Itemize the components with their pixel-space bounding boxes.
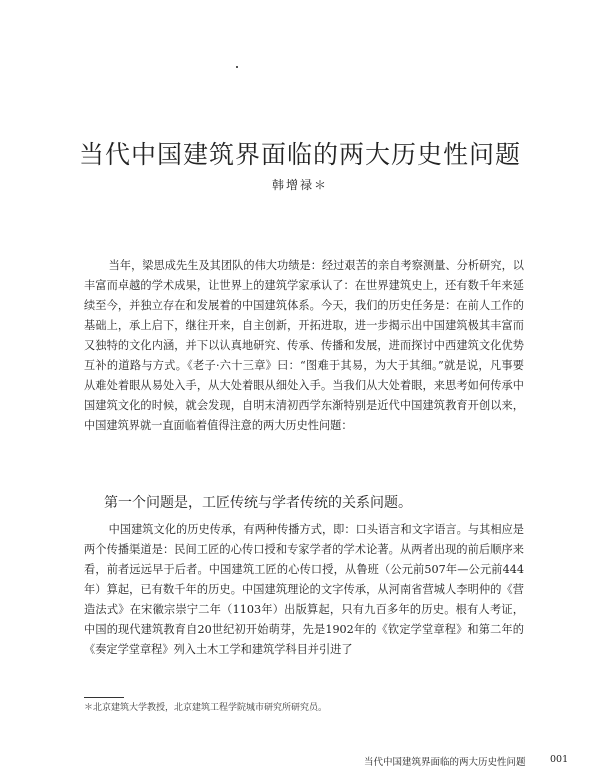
intro-paragraph-block — [84, 256, 524, 436]
page-number: 001 — [550, 754, 569, 765]
section-1-paragraph: 中国建筑文化的历史传承，有两种传播方式，即：口头语言和文字语言。与其相应是两个传播渠道是：民间工匠的心传口授和专家学者的学术论著。从两者出现的前后顺序来看，前者远远早于后者。中国建筑工匠的心传口授，从鲁班（公元前507年—公元前444年）算起，已有数千年的历史。中国建筑理论的文字传承，从河南省营城人李明仲的《营造法式》在宋徽宗崇宁二年（1103年）出版算起，只有九百多年的历史。根有人考证，中国的现代建筑教育自20世纪初开始萌芽，先是1902年的《钦定学堂章程》和第二年的《奏定学堂章程》列入土木工学和建筑学科目并引进了 — [84, 523, 524, 656]
section-heading-1: 第一个问题是，工匠传统与学者传统的关系问题。 — [104, 495, 412, 511]
intro-paragraph: 当年，梁思成先生及其团队的伟大功绩是：经过艰苦的亲自考察测量、分析研究，以丰富而卓越的学术成果，让世界上的建筑学家承认了：在世界建筑史上，还有数千年来延续至今，并独立存在和发展着的中国建筑体系。今天，我们的历史任务是：在前人工作的基础上，承上启下，继往开来，自主创新，开拓进取，进一步揭示出中国建筑极其丰富而又独特的文化内涵，并下以认真地研究、传承、传播和发展，进而探讨中西建筑文化优势互补的道路与方式。《老子·六十三章》曰：“图难于其易，为大于其细。”就是说，凡事要从难处着眼从易处入手，从大处着眼从细处入手。当我们从大处着眼，来思考如何传承中国建筑文化的时候，就会发现，自明末清初西学东渐特别是近代中国建筑教育开创以来，中国建筑界就一直面临着值得注意的两大历史性问题： — [84, 259, 524, 432]
scan-speck — [236, 66, 238, 68]
section-1-body-block — [84, 520, 524, 660]
running-footer-title: 当代中国建筑界面临的两大历史性问题 — [364, 757, 526, 768]
article-title: 当代中国建筑界面临的两大历史性问题 — [78, 139, 521, 169]
author-footnote: ＊北京建筑大学教授，北京建筑工程学院城市研究所研究员。 — [84, 703, 328, 713]
author-name: 韩增禄＊ — [271, 178, 328, 192]
footnote-rule — [84, 697, 124, 698]
